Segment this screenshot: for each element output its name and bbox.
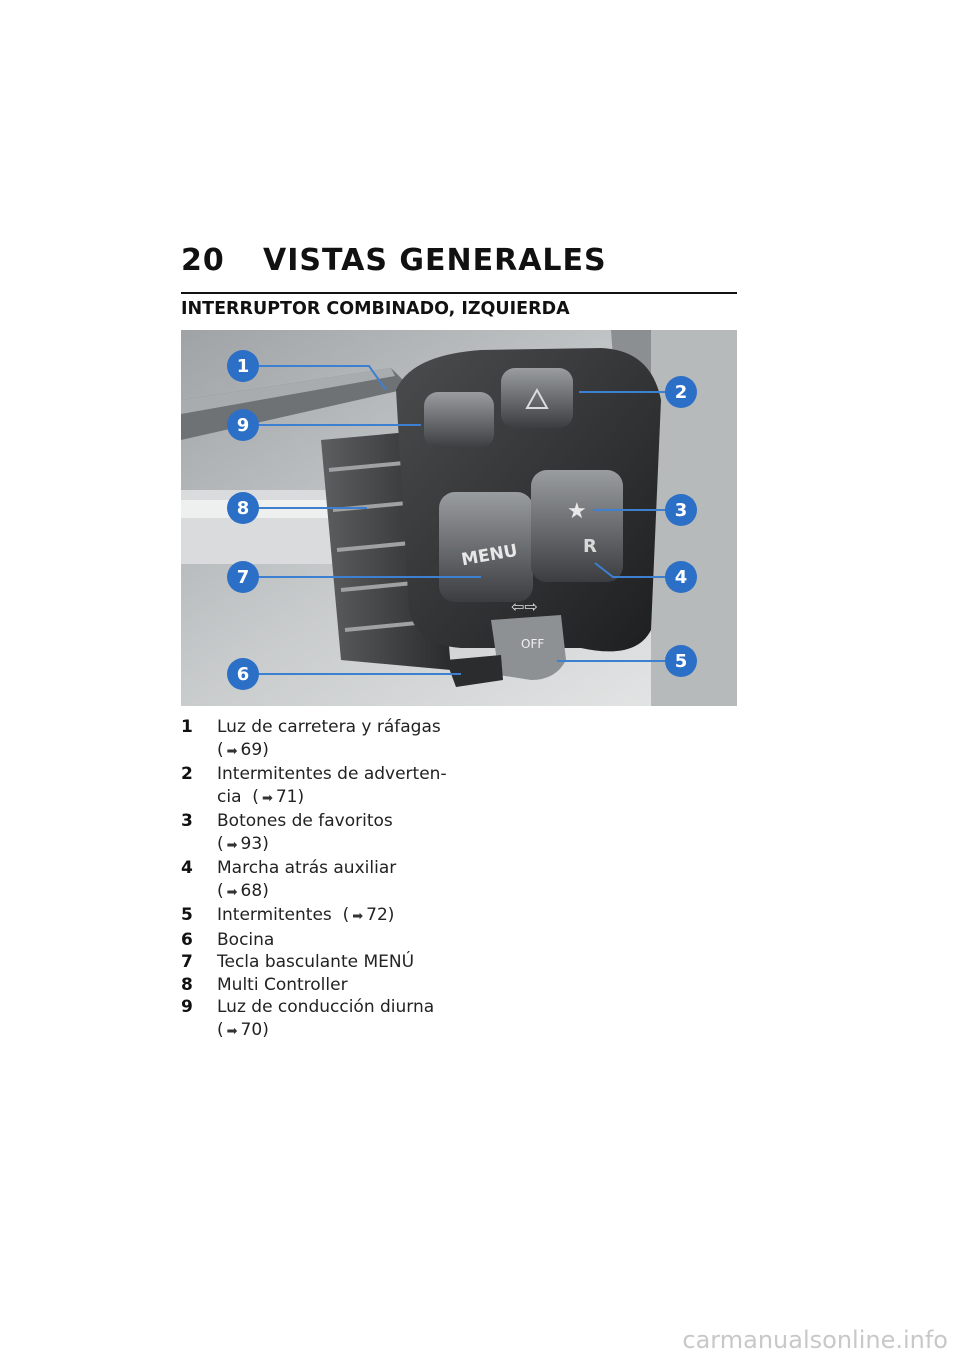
svg-text:1: 1	[236, 356, 250, 377]
legend-item	[181, 763, 461, 810]
page-reference[interactable]: ( ➡ 72)	[343, 905, 395, 925]
section-title: INTERRUPTOR COMBINADO, IZQUIERDA	[181, 299, 570, 319]
callout-4	[665, 561, 697, 593]
svg-text:8: 8	[236, 498, 250, 519]
item-number: 8	[181, 974, 193, 995]
callout-8	[227, 492, 259, 524]
callout-1	[227, 350, 259, 382]
item-label: Intermitentes	[217, 905, 332, 925]
header-rule	[181, 292, 737, 294]
item-number: 7	[181, 952, 193, 972]
page-header	[181, 243, 737, 278]
callout-5	[665, 645, 697, 677]
page-reference[interactable]: ( ➡ 69)	[217, 739, 461, 764]
item-number: 2	[181, 764, 193, 784]
arrow-right-icon: ➡	[352, 909, 364, 924]
page-reference[interactable]: ( ➡ 93)	[217, 833, 461, 858]
item-number: 4	[181, 858, 193, 878]
item-label: Luz de conducción diurna	[217, 997, 435, 1017]
item-label: Multi Controller	[217, 974, 348, 995]
item-number: 6	[181, 929, 193, 950]
legend-item	[181, 716, 461, 763]
svg-text:⇦⇨: ⇦⇨	[511, 597, 538, 616]
arrow-right-icon: ➡	[226, 743, 238, 759]
item-label: Tecla basculante MENÚ	[217, 952, 415, 972]
menu-label: MENU	[459, 540, 520, 571]
svg-text:6: 6	[236, 664, 250, 685]
callout-3	[665, 494, 697, 526]
svg-text:9: 9	[236, 415, 250, 436]
svg-text:★: ★	[567, 499, 587, 524]
legend-list	[181, 716, 461, 1043]
item-number: 9	[181, 997, 193, 1017]
arrow-right-icon: ➡	[226, 884, 238, 900]
svg-text:7: 7	[236, 567, 250, 588]
legend-item	[181, 951, 461, 974]
item-label: Intermitentes de adverten-	[217, 764, 447, 784]
svg-text:4: 4	[674, 567, 688, 588]
item-number: 5	[181, 905, 193, 925]
legend-item	[181, 904, 461, 929]
svg-text:2: 2	[674, 382, 688, 403]
callout-9	[227, 409, 259, 441]
callout-6	[227, 658, 259, 690]
switch-photo	[181, 330, 737, 706]
item-number: 1	[181, 717, 193, 737]
item-label: Botones de favoritos	[217, 811, 393, 831]
legend-item	[181, 810, 461, 857]
svg-text:5: 5	[674, 651, 688, 672]
item-label: Luz de carretera y ráfagas	[217, 717, 441, 737]
legend-item	[181, 857, 461, 904]
arrow-right-icon: ➡	[226, 837, 238, 853]
callout-7	[227, 561, 259, 593]
legend-item	[181, 974, 461, 997]
legend-item	[181, 929, 461, 952]
page-reference[interactable]: ( ➡ 68)	[217, 880, 461, 905]
page-number: 20	[181, 243, 225, 278]
arrow-right-icon: ➡	[261, 790, 273, 806]
svg-text:3: 3	[674, 500, 688, 521]
item-label: Marcha atrás auxiliar	[217, 858, 397, 878]
watermark: carmanualsonline.info	[682, 1326, 948, 1354]
callout-2	[665, 376, 697, 408]
off-label: OFF	[521, 637, 545, 651]
page-title: VISTAS GENERALES	[263, 243, 607, 278]
reverse-label: R	[583, 536, 597, 557]
item-label: Bocina	[217, 929, 275, 950]
legend-item	[181, 996, 461, 1043]
arrow-right-icon: ➡	[226, 1023, 238, 1039]
page-reference[interactable]: ( ➡ 70)	[217, 1019, 461, 1044]
page-reference[interactable]: cia ( ➡ 71)	[217, 786, 461, 811]
item-number: 3	[181, 811, 193, 831]
